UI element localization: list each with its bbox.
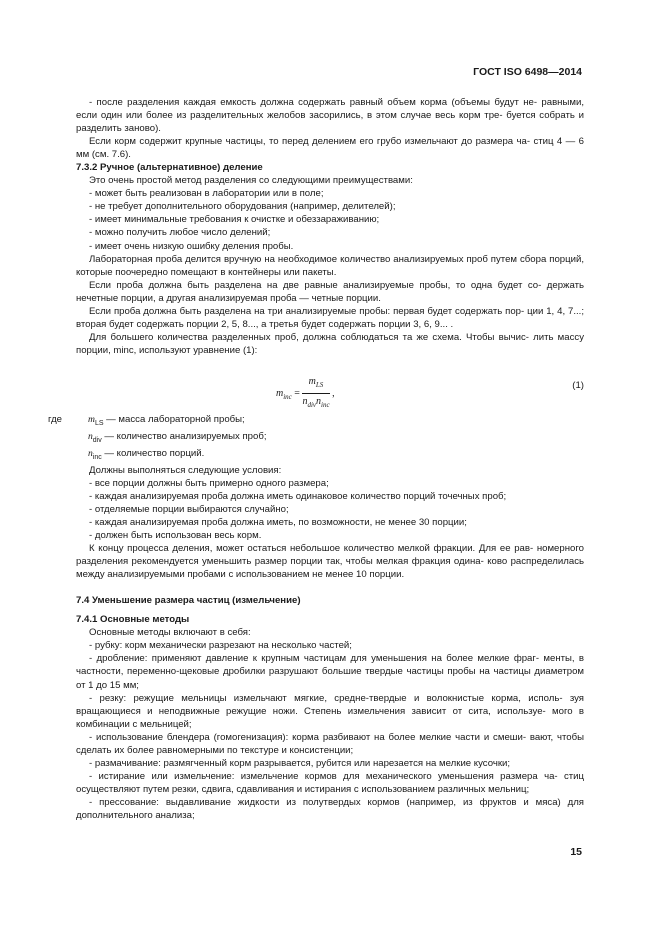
fraction-denominator: $n_{div}n_{inc}$ (302, 395, 330, 409)
equation-expression: $m_{inc}$ = $\frac{m_{LS}}{n_{div}n_{inc}}$ , (276, 375, 335, 412)
list-item: - должен быть использован весь корм. (89, 530, 262, 542)
where-label: где (48, 413, 63, 425)
where-item: $n_{inc}$ — количество порций. (88, 447, 205, 461)
list-item: - не требует дополнительного оборудования (например, делителей); (89, 201, 396, 213)
list-item: - отделяемые порции выбираются случайно; (89, 503, 289, 515)
list-item: - имеет очень низкую ошибку деления пробы. (89, 240, 294, 252)
list-item: - дробление: применяют давление к крупным частицам для уменьшения на более мелкие фраг- менты, в частности, переменно-щековые дробилки разрушают большие твердые частицы пробы на частицы диаметром от 1 до 15 мм; (76, 653, 584, 691)
section-heading-7-4: 7.4 Уменьшение размера частиц (измельчение) (76, 595, 301, 607)
equation-number: (1) (572, 379, 584, 391)
paragraph: Основные методы включают в себя: (89, 627, 251, 639)
page-number: 15 (570, 846, 582, 858)
page-header: ГОСТ ISO 6498—2014 (473, 66, 582, 78)
where-block (48, 413, 584, 464)
equation-1 (76, 357, 584, 413)
paragraph: Для большего количества разделенных проб, должна соблюдаться та же схема. Чтобы вычис- лить массу порции, minc, используют уравнение (1): (76, 331, 584, 356)
paragraph: Если проба должна быть разделена на три анализируемые пробы: первая будет содержать пор- ции 1, 4, 7...; вторая будет содержать порции 2, 5, 8..., а третья будет содержать порции 3, 6, 9... . (76, 305, 584, 330)
paragraph: Это очень простой метод разделения со следующими преимуществами: (89, 175, 413, 187)
list-item: - каждая анализируемая проба должна иметь, по возможности, не менее 30 порции; (89, 516, 467, 528)
paragraph: Лабораторная проба делится вручную на необходимое количество анализируемых проб путем сбора порций, которые поочередно помещают в контейнеры или пакеты. (76, 253, 584, 278)
fraction-numerator: $m_{LS}$ (302, 375, 329, 394)
list-item: - все порции должны быть примерно одного размера; (89, 477, 329, 489)
page-body (48, 96, 584, 822)
list-item: - прессование: выдавливание жидкости из полутвердых кормов (например, из фруктов и мяса) для дополнительного анализа; (76, 796, 584, 821)
section-heading-7-3-2: 7.3.2 Ручное (альтернативное) деление (76, 162, 263, 174)
list-item: - использование блендера (гомогенизация): корма разбивают на более мелкие части и смеши- вают, чтобы сделать их более равномерными по текстуре и консистенции; (76, 731, 584, 756)
list-item: - каждая анализируемая проба должна иметь одинаковое количество порций точечных проб; (89, 490, 507, 502)
paragraph: Если проба должна быть разделена на две равные анализируемые пробы, то одна будет со- держать нечетные порции, а другая анализируемая проба — четные порции. (76, 279, 584, 304)
formula-lhs-sub: inc (283, 392, 292, 401)
paragraph: К концу процесса деления, может остаться небольшое количество мелкой фракции. Для ее рав- номерного разделения рекомендуется уменьшить размер порции так, чтобы мелкая фракция одина- ково распределилась между анализируемыми пробами с использованием не менее 10 порции. (76, 543, 584, 581)
list-item: - имеет минимальные требования к очистке и обеззараживанию; (89, 214, 380, 226)
spacer (76, 581, 584, 594)
where-item: $m_{LS}$ — масса лабораторной пробы; (88, 413, 245, 427)
section-heading-7-4-1: 7.4.1 Основные методы (76, 614, 190, 626)
formula-tail: , (332, 387, 335, 399)
paragraph: Должны выполняться следующие условия: (89, 464, 282, 476)
list-item: - резку: режущие мельницы измельчают мягкие, средне-твердые и волокнистые корма, исполь- зуя вращающиеся и неподвижные режущие ножи. Степень измельчения зависит от сита, используе- мого в комбинации с мельницей; (76, 692, 584, 730)
formula-lhs: m (276, 387, 284, 399)
list-item: - может быть реализован в лаборатории или в поле; (89, 188, 324, 200)
paragraph: - после разделения каждая емкость должна содержать равный объем корма (объемы будут не- равными, если один или более из разделительных желобов засорились, в этом случае весь корм тре- буется собрать и разделить заново). (76, 97, 584, 135)
paragraph: Если корм содержит крупные частицы, то перед делением его грубо измельчают до размера ча- стиц 4 — 6 мм (см. 7.6). (76, 136, 584, 161)
list-item: - размачивание: размягченный корм разрывается, рубится или нарезается на мелкие кусочки; (89, 757, 511, 769)
fraction (302, 375, 329, 412)
list-item: - рубку: корм механически разрезают на несколько частей; (89, 640, 352, 652)
list-item: - истирание или измельчение: измельчение кормов для механического уменьшения размера ча- стиц осуществляют путем резки, сдвига, сдавливания и истирания с использованием различных мельниц; (76, 770, 584, 795)
list-item: - можно получить любое число делений; (89, 227, 271, 239)
where-item: $n_{div}$ — количество анализируемых проб; (88, 430, 267, 444)
